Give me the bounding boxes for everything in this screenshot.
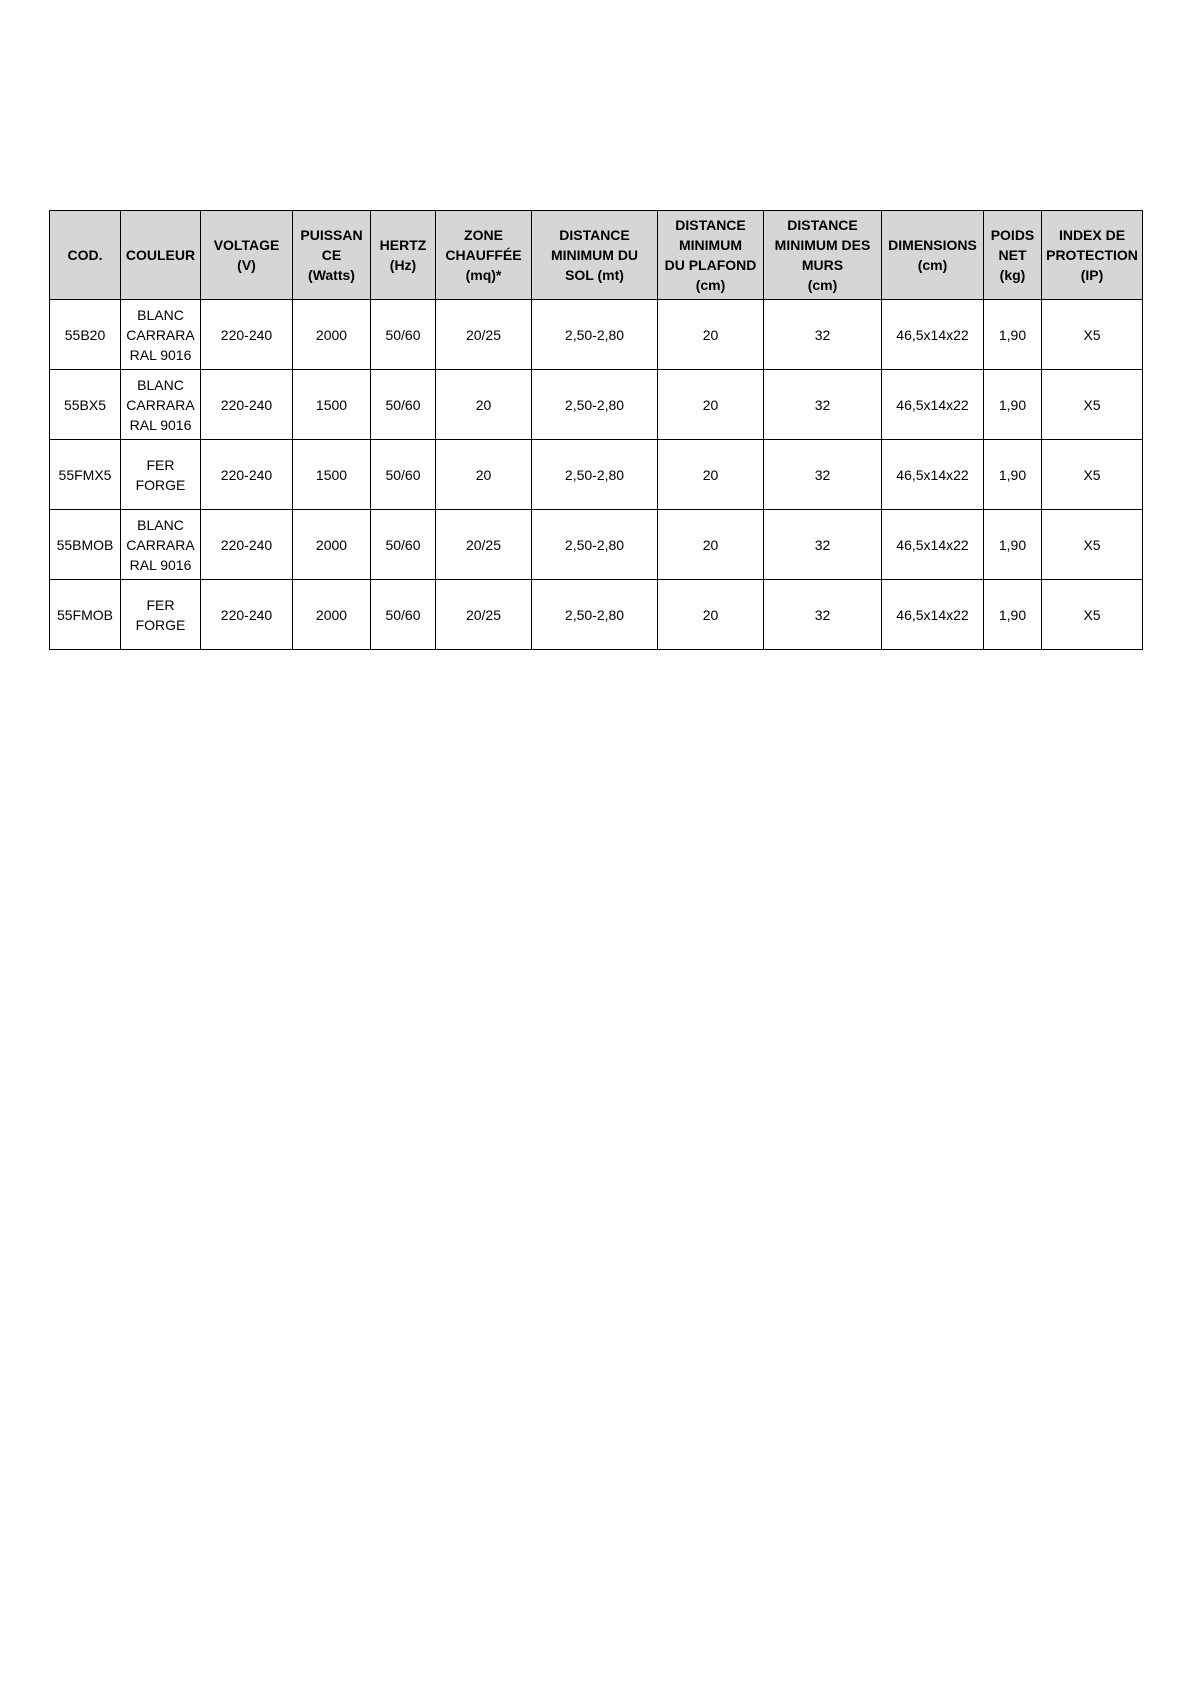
table-row [50, 370, 1143, 440]
specifications-table [49, 210, 1143, 650]
cell-distance-sol: 2,50-2,80 [532, 510, 658, 580]
table-row [50, 580, 1143, 650]
header-cod: COD. [50, 211, 121, 300]
cell-distance-sol: 2,50-2,80 [532, 370, 658, 440]
header-index-protection: INDEX DE PROTECTION (IP) [1042, 211, 1143, 300]
cell-zone-chauffee: 20/25 [436, 300, 532, 370]
cell-zone-chauffee: 20 [436, 440, 532, 510]
cell-distance-murs: 32 [764, 300, 882, 370]
cell-cod: 55FMX5 [50, 440, 121, 510]
cell-poids-net: 1,90 [984, 370, 1042, 440]
cell-distance-murs: 32 [764, 440, 882, 510]
table-row [50, 300, 1143, 370]
cell-couleur: BLANC CARRARA RAL 9016 [121, 300, 201, 370]
cell-zone-chauffee: 20/25 [436, 580, 532, 650]
header-hertz: HERTZ (Hz) [371, 211, 436, 300]
table-header [50, 211, 1143, 300]
cell-distance-sol: 2,50-2,80 [532, 300, 658, 370]
cell-voltage: 220-240 [201, 510, 293, 580]
cell-hertz: 50/60 [371, 440, 436, 510]
header-poids-net: POIDS NET (kg) [984, 211, 1042, 300]
cell-cod: 55BX5 [50, 370, 121, 440]
header-voltage: VOLTAGE (V) [201, 211, 293, 300]
cell-cod: 55B20 [50, 300, 121, 370]
cell-dimensions: 46,5x14x22 [882, 300, 984, 370]
cell-poids-net: 1,90 [984, 510, 1042, 580]
cell-poids-net: 1,90 [984, 300, 1042, 370]
cell-index-protection: X5 [1042, 370, 1143, 440]
cell-hertz: 50/60 [371, 510, 436, 580]
cell-hertz: 50/60 [371, 370, 436, 440]
cell-couleur: BLANC CARRARA RAL 9016 [121, 510, 201, 580]
cell-voltage: 220-240 [201, 370, 293, 440]
cell-zone-chauffee: 20/25 [436, 510, 532, 580]
header-couleur: COULEUR [121, 211, 201, 300]
cell-poids-net: 1,90 [984, 580, 1042, 650]
cell-couleur: FER FORGE [121, 580, 201, 650]
cell-couleur: FER FORGE [121, 440, 201, 510]
header-dimensions: DIMENSIONS (cm) [882, 211, 984, 300]
cell-distance-plafond: 20 [658, 580, 764, 650]
header-row [50, 211, 1143, 300]
cell-dimensions: 46,5x14x22 [882, 510, 984, 580]
header-puissance: PUISSAN CE (Watts) [293, 211, 371, 300]
cell-voltage: 220-240 [201, 440, 293, 510]
cell-puissance: 2000 [293, 300, 371, 370]
table-body [50, 300, 1143, 650]
cell-distance-murs: 32 [764, 370, 882, 440]
cell-distance-murs: 32 [764, 510, 882, 580]
cell-voltage: 220-240 [201, 300, 293, 370]
cell-dimensions: 46,5x14x22 [882, 440, 984, 510]
cell-index-protection: X5 [1042, 510, 1143, 580]
cell-distance-plafond: 20 [658, 440, 764, 510]
cell-puissance: 2000 [293, 580, 371, 650]
cell-hertz: 50/60 [371, 580, 436, 650]
header-distance-sol: DISTANCE MINIMUM DU SOL (mt) [532, 211, 658, 300]
cell-distance-plafond: 20 [658, 510, 764, 580]
cell-index-protection: X5 [1042, 440, 1143, 510]
cell-couleur: BLANC CARRARA RAL 9016 [121, 370, 201, 440]
header-zone-chauffee: ZONE CHAUFFÉE (mq)* [436, 211, 532, 300]
cell-distance-murs: 32 [764, 580, 882, 650]
cell-index-protection: X5 [1042, 300, 1143, 370]
cell-distance-sol: 2,50-2,80 [532, 440, 658, 510]
header-distance-murs: DISTANCE MINIMUM DES MURS (cm) [764, 211, 882, 300]
cell-zone-chauffee: 20 [436, 370, 532, 440]
cell-hertz: 50/60 [371, 300, 436, 370]
header-distance-plafond: DISTANCE MINIMUM DU PLAFOND (cm) [658, 211, 764, 300]
table-row [50, 440, 1143, 510]
cell-puissance: 1500 [293, 440, 371, 510]
cell-cod: 55FMOB [50, 580, 121, 650]
cell-puissance: 1500 [293, 370, 371, 440]
table-row [50, 510, 1143, 580]
cell-voltage: 220-240 [201, 580, 293, 650]
cell-distance-plafond: 20 [658, 370, 764, 440]
cell-distance-plafond: 20 [658, 300, 764, 370]
cell-dimensions: 46,5x14x22 [882, 370, 984, 440]
cell-index-protection: X5 [1042, 580, 1143, 650]
cell-distance-sol: 2,50-2,80 [532, 580, 658, 650]
cell-cod: 55BMOB [50, 510, 121, 580]
cell-dimensions: 46,5x14x22 [882, 580, 984, 650]
cell-poids-net: 1,90 [984, 440, 1042, 510]
cell-puissance: 2000 [293, 510, 371, 580]
